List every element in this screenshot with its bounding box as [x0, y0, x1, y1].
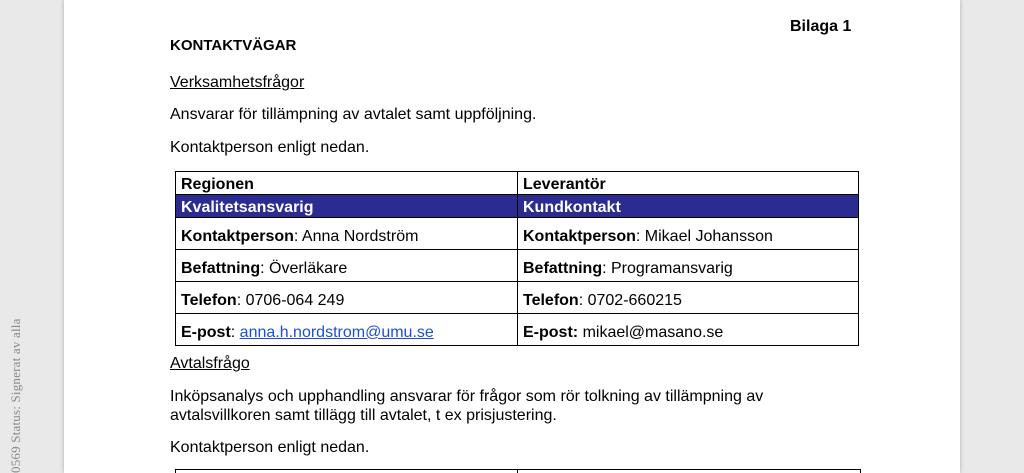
table-cell	[176, 314, 518, 346]
email-link[interactable]: anna.h.nordstrom@umu.se	[239, 324, 434, 341]
field-value: Programansvarig	[611, 260, 733, 277]
table-row	[176, 218, 859, 250]
role-customer-contact: Kundkontakt	[518, 195, 859, 218]
table-cell	[176, 250, 518, 282]
signature-status-stamp: 0569 Status: Signerat av alla	[8, 318, 23, 473]
attachment-label: Bilaga 1	[790, 18, 852, 35]
table-cell	[518, 314, 859, 346]
section-heading-operations: Verksamhetsfrågor	[170, 74, 305, 91]
second-table-edge	[175, 469, 861, 473]
field-separator: :	[293, 228, 302, 245]
field-label: Telefon	[181, 292, 237, 309]
role-quality-manager: Kvalitetsansvarig	[176, 195, 518, 218]
section-text-procurement: Inköpsanalys och upphandling ansvarar för frågor som rör tolkning av tillämpning av avtalsvillkoren samt tillägg till avtalet, t ex prisjustering.	[170, 388, 764, 424]
page-title: KONTAKTVÄGAR	[170, 37, 297, 54]
field-value: Överläkare	[269, 260, 348, 277]
table-row	[176, 282, 859, 314]
field-label: Telefon	[523, 292, 579, 309]
field-label: Befattning	[181, 260, 261, 277]
table-cell	[518, 218, 859, 250]
field-separator: :	[260, 260, 269, 277]
field-value: 0702-660215	[587, 292, 682, 309]
field-label: Kontaktperson	[523, 228, 636, 245]
field-value: 0706-064 249	[245, 292, 345, 309]
section-heading-agreement: Avtalsfrågo	[170, 355, 250, 372]
table-cell	[518, 250, 859, 282]
section-text-responsibility: Ansvarar för tillämpning av avtalet samt uppföljning.	[170, 106, 537, 123]
field-separator: :	[635, 228, 645, 245]
table-row	[176, 314, 859, 346]
field-label: Kontaktperson	[181, 228, 294, 245]
field-label: Befattning	[523, 260, 603, 277]
table-role-row	[176, 195, 859, 218]
field-separator: :	[236, 292, 246, 309]
field-label: E-post:	[523, 324, 579, 341]
field-separator: :	[230, 324, 240, 341]
table-header-row	[176, 172, 859, 195]
field-separator: :	[602, 260, 611, 277]
field-value: Anna Nordström	[301, 228, 419, 245]
section-text-contact-intro: Kontaktperson enligt nedan.	[170, 139, 370, 156]
column-header-region: Regionen	[176, 172, 518, 195]
table-row	[176, 250, 859, 282]
table-cell	[176, 218, 518, 250]
field-label: E-post	[181, 324, 231, 341]
field-separator: :	[578, 292, 588, 309]
document-page	[64, 0, 960, 473]
field-value: Mikael Johansson	[644, 228, 773, 245]
table-cell	[176, 282, 518, 314]
second-table-divider	[517, 469, 518, 473]
field-value: mikael@masano.se	[582, 324, 724, 341]
column-header-supplier: Leverantör	[518, 172, 859, 195]
section-text-contact-intro-2: Kontaktperson enligt nedan.	[170, 439, 370, 456]
table-cell	[518, 282, 859, 314]
contacts-table	[175, 171, 859, 346]
